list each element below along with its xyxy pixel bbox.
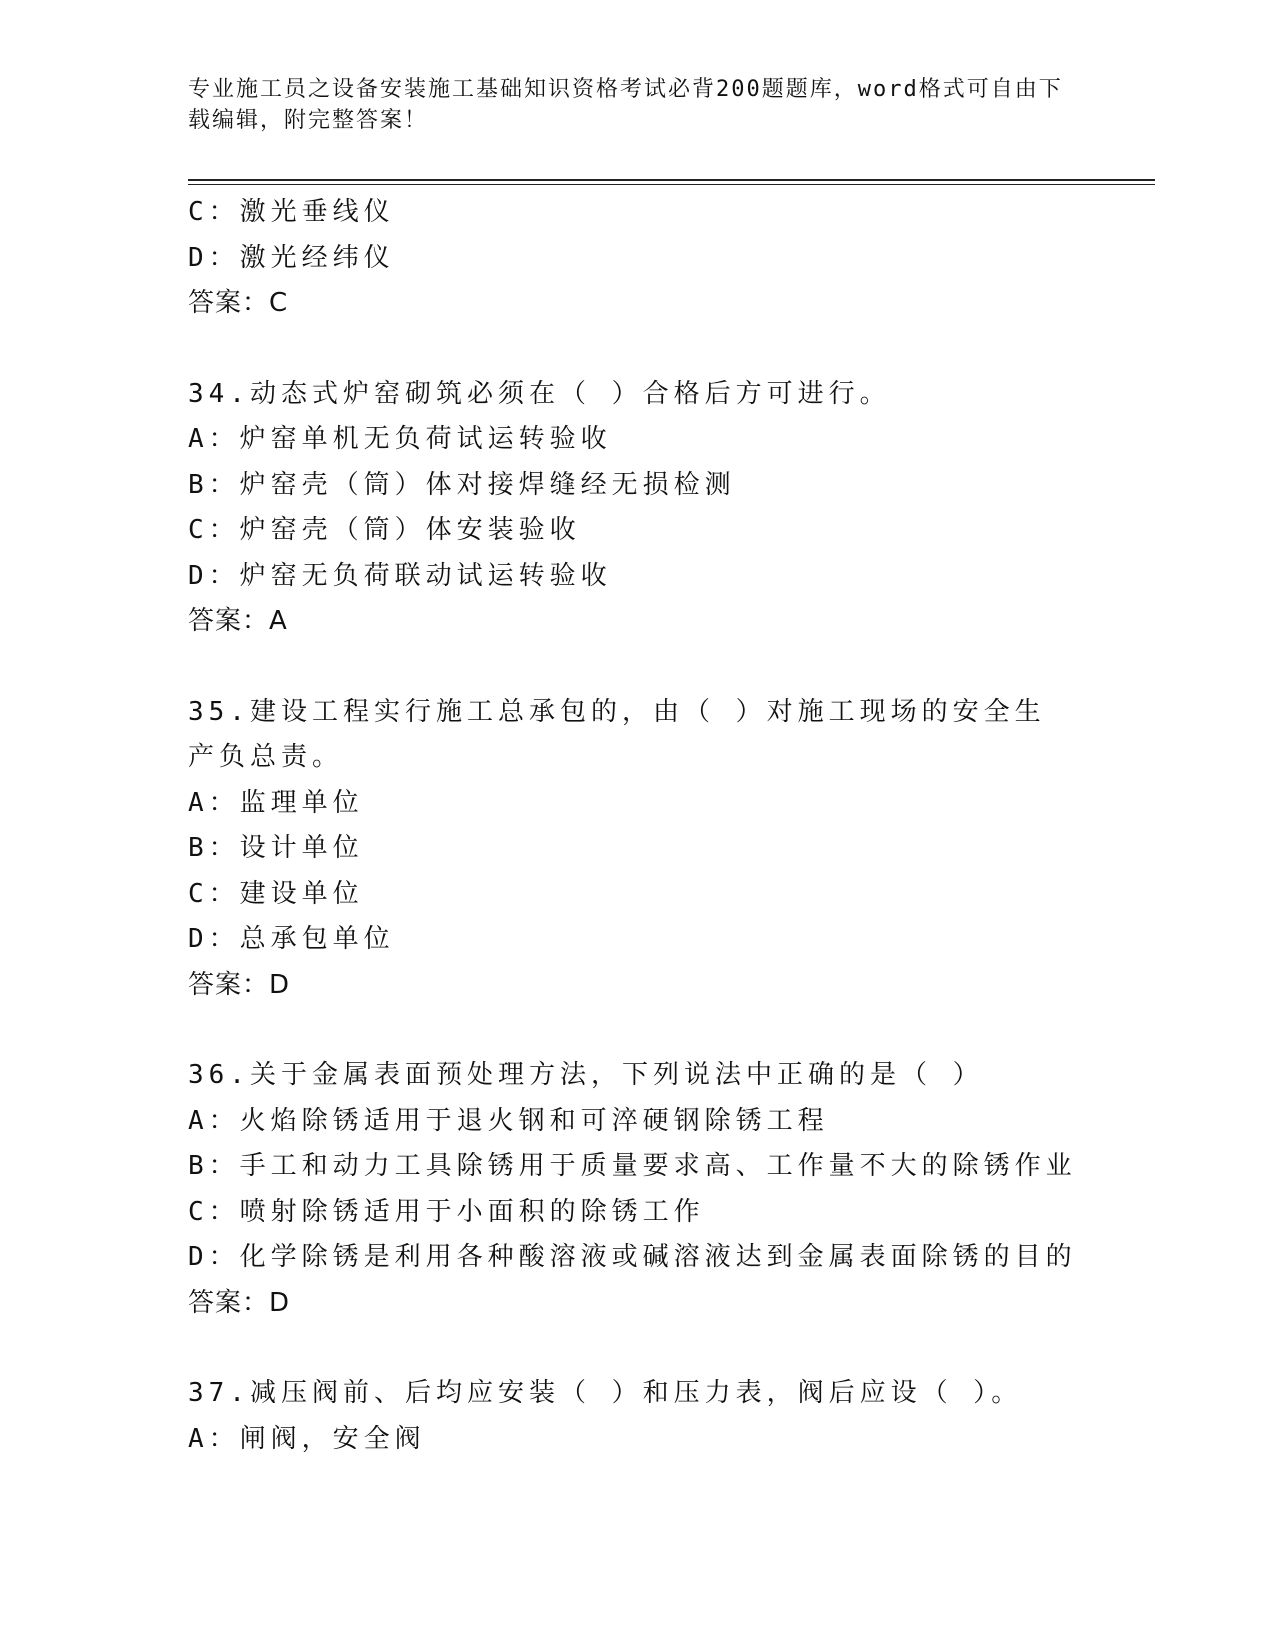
option-c: C：建设单位	[188, 878, 364, 909]
question-stem: 37.减压阀前、后均应安装（ ）和压力表，阀后应设（ ）。	[188, 1378, 1023, 1408]
answer-line: 答案：C	[188, 288, 289, 318]
question-33-continuation	[188, 190, 1088, 327]
question-35	[188, 690, 1088, 1009]
option-a: A：闸阀，安全阀	[188, 1423, 426, 1454]
question-stem: 34.动态式炉窑砌筑必须在（ ）合格后方可进行。	[188, 378, 891, 409]
answer-line: 答案：A	[188, 606, 288, 636]
answer-line: 答案：D	[188, 1287, 291, 1318]
option-d: D：炉窑无负荷联动试运转验收	[188, 560, 612, 591]
option-a: A：监理单位	[188, 787, 364, 818]
document-header: 专业施工员之设备安装施工基础知识资格考试必背200题题库，word格式可自由下载编辑，附完整答案！	[188, 77, 1063, 133]
option-b: B：设计单位	[188, 833, 364, 863]
option-c: C：激光垂线仪	[188, 197, 395, 227]
option-a: A：火焰除锈适用于退火钢和可淬硬钢除锈工程	[188, 1105, 829, 1136]
option-a: A：炉窑单机无负荷试运转验收	[188, 424, 612, 454]
header-divider-thick	[188, 179, 1155, 181]
option-b: B：炉窑壳（筒）体对接焊缝经无损检测	[188, 469, 736, 500]
header-divider-thin	[188, 184, 1155, 185]
question-37	[188, 1371, 1088, 1462]
option-d: D：总承包单位	[188, 924, 395, 954]
option-b: B：手工和动力工具除锈用于质量要求高、工作量不大的除锈作业	[188, 1151, 1077, 1181]
question-stem: 35.建设工程实行施工总承包的，由（ ）对施工现场的安全生产负总责。	[188, 696, 1046, 772]
question-stem: 36.关于金属表面预处理方法，下列说法中正确的是（ ）	[188, 1060, 984, 1090]
option-c: C：炉窑壳（筒）体安装验收	[188, 515, 581, 545]
option-d: D：化学除锈是利用各种酸溶液或碱溶液达到金属表面除锈的目的	[188, 1242, 1077, 1272]
question-content	[188, 190, 1088, 1462]
option-d: D：激光经纬仪	[188, 242, 395, 273]
question-34	[188, 372, 1088, 645]
answer-line: 答案：D	[188, 969, 291, 1000]
question-36	[188, 1053, 1088, 1326]
option-c: C：喷射除锈适用于小面积的除锈工作	[188, 1196, 705, 1227]
